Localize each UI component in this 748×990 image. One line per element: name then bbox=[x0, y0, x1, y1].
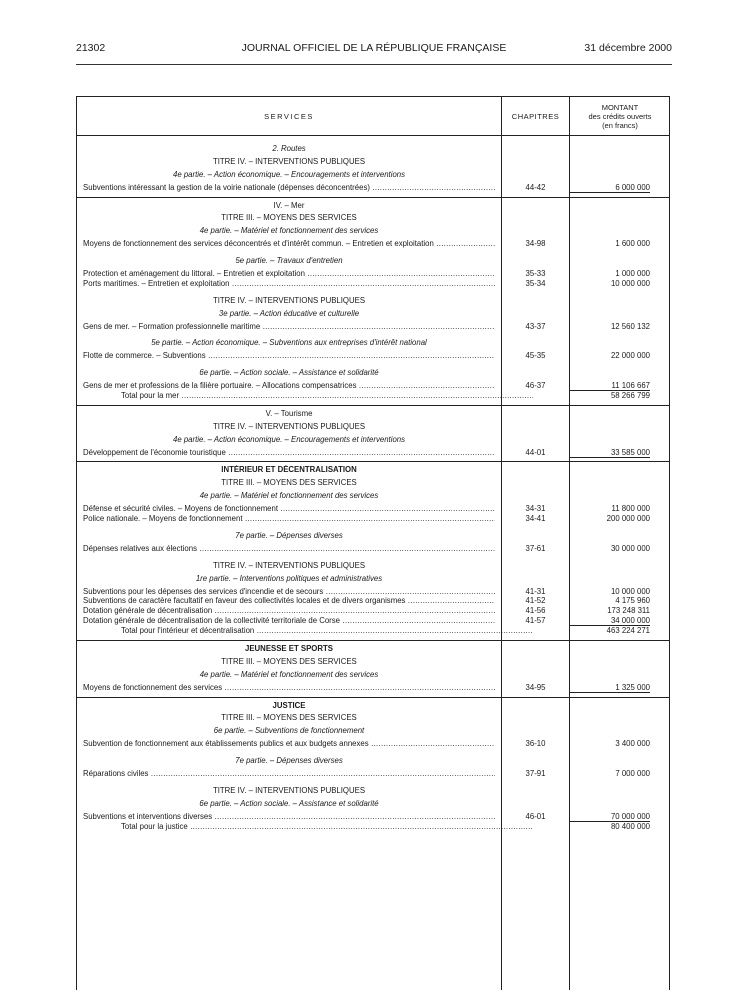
credit-amount: 4 175 960 bbox=[615, 596, 650, 606]
chapter-number: 43-37 bbox=[525, 321, 546, 331]
heading-text: TITRE III. – MOYENS DES SERVICES bbox=[221, 656, 357, 666]
row-spacer bbox=[77, 249, 669, 256]
service-label: Protection et aménagement du littoral. – Entretien et exploitation ..... bbox=[83, 269, 495, 278]
chapter-number: 37-91 bbox=[525, 768, 546, 778]
service-label: Moyens de fonctionnement des services ..... bbox=[83, 683, 495, 692]
service-label: Subventions de caractère facultatif en faveur des collectivités locales et de divers organismes ..... bbox=[83, 596, 495, 605]
service-label: Réparations civiles ..... bbox=[83, 769, 495, 778]
heading-text: INTÉRIEUR ET DÉCENTRALISATION bbox=[221, 465, 357, 475]
heading-text: TITRE IV. – INTERVENTIONS PUBLIQUES bbox=[212, 560, 366, 570]
table-row bbox=[77, 544, 669, 554]
row-spacer bbox=[77, 289, 669, 296]
chapter-number: 46-37 bbox=[525, 381, 546, 391]
service-label: Gens de mer et professions de la filière portuaire. – Allocations compensatrices ..... bbox=[83, 381, 495, 390]
total-label: Total pour l'intérieur et décentralisation ..... bbox=[121, 626, 533, 635]
credit-amount: 33 585 000 bbox=[570, 448, 650, 458]
section-heading bbox=[77, 657, 669, 667]
heading-text: 2. Routes bbox=[272, 144, 306, 153]
total-label: Total pour la mer ..... bbox=[121, 391, 533, 400]
section-heading bbox=[77, 561, 669, 571]
section-heading bbox=[77, 726, 669, 736]
montant-header-line-3: (en francs) bbox=[602, 120, 638, 130]
credit-amount: 22 000 000 bbox=[610, 351, 650, 361]
heading-text: TITRE IV. – INTERVENTIONS PUBLIQUES bbox=[212, 421, 366, 431]
section-divider bbox=[77, 401, 669, 409]
credit-amount: 30 000 000 bbox=[610, 543, 650, 553]
credit-amount: 1 600 000 bbox=[615, 239, 650, 249]
row-spacer bbox=[77, 331, 669, 338]
section-heading bbox=[77, 670, 669, 680]
credit-amount: 6 000 000 bbox=[570, 183, 650, 193]
table-row bbox=[77, 596, 669, 606]
table-row bbox=[77, 239, 669, 249]
heading-text: JUSTICE bbox=[272, 700, 306, 710]
section-heading bbox=[77, 756, 669, 766]
heading-text: 5e partie. – Travaux d'entretien bbox=[235, 256, 343, 266]
service-label: Moyens de fonctionnement des services déconcentrés et d'intérêt commun. – Entretien et exploitation ..... bbox=[83, 239, 495, 248]
table-header bbox=[77, 97, 669, 136]
credit-amount: 7 000 000 bbox=[615, 768, 650, 778]
chapter-number: 44-42 bbox=[525, 182, 546, 192]
section-heading bbox=[77, 531, 669, 541]
service-label: Flotte de commerce. – Subventions ..... bbox=[83, 351, 495, 360]
row-spacer bbox=[77, 554, 669, 561]
service-label: Ports maritimes. – Entretien et exploitation ..... bbox=[83, 279, 495, 288]
section-heading bbox=[77, 465, 669, 475]
total-amount: 80 400 000 bbox=[610, 821, 650, 831]
section-heading bbox=[77, 213, 669, 223]
table-row bbox=[77, 322, 669, 332]
chapter-number: 35-33 bbox=[525, 269, 546, 279]
section-heading bbox=[77, 309, 669, 319]
table-row bbox=[77, 606, 669, 616]
montant-header-line-1: MONTANT bbox=[601, 102, 639, 112]
service-label: Dotation générale de décentralisation ..... bbox=[83, 606, 495, 615]
credit-amount: 12 560 132 bbox=[610, 321, 650, 331]
service-label: Subventions pour les dépenses des services d'incendie et de secours ..... bbox=[83, 587, 495, 596]
credit-amount: 10 000 000 bbox=[610, 586, 650, 596]
total-label: Total pour la justice ..... bbox=[121, 822, 533, 831]
heading-text: TITRE III. – MOYENS DES SERVICES bbox=[221, 713, 357, 723]
section-heading bbox=[77, 226, 669, 236]
heading-text: TITRE IV. – INTERVENTIONS PUBLIQUES bbox=[212, 785, 366, 795]
service-label: Défense et sécurité civiles. – Moyens de fonctionnement ..... bbox=[83, 504, 495, 513]
credit-amount: 11 800 000 bbox=[611, 504, 650, 514]
section-heading bbox=[77, 799, 669, 809]
heading-text: 4e partie. – Action économique. – Encouragements et interventions bbox=[172, 434, 406, 444]
heading-text: TITRE III. – MOYENS DES SERVICES bbox=[221, 478, 357, 488]
row-spacer bbox=[77, 524, 669, 531]
credit-amount: 173 248 311 bbox=[607, 606, 650, 616]
credit-amount: 3 400 000 bbox=[615, 739, 650, 749]
heading-text: 4e partie. – Matériel et fonctionnement des services bbox=[199, 226, 379, 236]
heading-text: TITRE IV. – INTERVENTIONS PUBLIQUES bbox=[212, 156, 366, 166]
row-spacer bbox=[77, 779, 669, 786]
table-row bbox=[77, 279, 669, 289]
section-heading bbox=[77, 713, 669, 723]
chapter-number: 34-41 bbox=[525, 514, 546, 524]
chapter-number: 35-34 bbox=[525, 278, 546, 288]
section-heading bbox=[77, 574, 669, 584]
table-row bbox=[77, 812, 669, 822]
section-heading bbox=[77, 256, 669, 266]
heading-text: 5e partie. – Action économique. – Subventions aux entreprises d'intérêt national bbox=[151, 338, 427, 348]
chapter-number: 41-52 bbox=[525, 596, 546, 606]
credit-amount: 70 000 000 bbox=[570, 812, 650, 822]
service-label: Subvention de fonctionnement aux établissements publics et aux budgets annexes ..... bbox=[83, 739, 495, 748]
section-divider bbox=[77, 636, 669, 644]
section-heading bbox=[77, 786, 669, 796]
total-row bbox=[77, 626, 669, 636]
credit-amount: 10 000 000 bbox=[610, 278, 650, 288]
service-label: Subventions intéressant la gestion de la voirie nationale (dépenses déconcentrées) ..... bbox=[83, 183, 495, 192]
heading-text: 4e partie. – Action économique. – Encouragements et interventions bbox=[172, 169, 406, 179]
heading-text: 4e partie. – Matériel et fonctionnement des services bbox=[199, 491, 379, 501]
chapter-number: 41-56 bbox=[525, 606, 546, 616]
page-header bbox=[76, 42, 672, 58]
heading-text: 7e partie. – Dépenses diverses bbox=[235, 756, 343, 766]
table-row bbox=[77, 269, 669, 279]
total-row bbox=[77, 822, 669, 832]
publication-date: 31 décembre 2000 bbox=[584, 42, 672, 54]
row-spacer bbox=[77, 361, 669, 368]
section-heading bbox=[77, 422, 669, 432]
heading-text: V. – Tourisme bbox=[265, 408, 313, 418]
chapter-number: 45-35 bbox=[525, 351, 546, 361]
section-divider bbox=[77, 693, 669, 701]
table-row bbox=[77, 448, 669, 458]
table-row bbox=[77, 616, 669, 626]
table-row bbox=[77, 739, 669, 749]
credit-amount: 1 325 000 bbox=[570, 683, 650, 693]
service-label: Gens de mer. – Formation professionnelle maritime ..... bbox=[83, 322, 495, 331]
section-divider bbox=[77, 193, 669, 201]
table-row bbox=[77, 683, 669, 693]
chapter-number: 46-01 bbox=[525, 811, 546, 821]
services-column-header: SERVICES bbox=[264, 111, 314, 121]
service-label: Développement de l'économie touristique ..... bbox=[83, 448, 495, 457]
credit-amount: 200 000 000 bbox=[606, 514, 650, 524]
service-label: Dépenses relatives aux élections ..... bbox=[83, 544, 495, 553]
service-label: Dotation générale de décentralisation de la collectivité territoriale de Corse ..... bbox=[83, 616, 495, 625]
heading-text: 7e partie. – Dépenses diverses bbox=[235, 530, 343, 540]
chapter-number: 37-61 bbox=[525, 543, 546, 553]
heading-text: JEUNESSE ET SPORTS bbox=[245, 643, 333, 653]
service-label: Subventions et interventions diverses ..... bbox=[83, 812, 495, 821]
section-heading bbox=[77, 157, 669, 167]
heading-text: 3e partie. – Action éducative et culturelle bbox=[218, 308, 360, 318]
table-row bbox=[77, 514, 669, 524]
row-spacer bbox=[77, 749, 669, 756]
chapter-number: 36-10 bbox=[525, 739, 546, 749]
section-heading bbox=[77, 644, 669, 654]
table-body bbox=[77, 144, 669, 831]
chapter-number: 34-31 bbox=[525, 504, 546, 514]
section-heading bbox=[77, 170, 669, 180]
heading-text: 6e partie. – Subventions de fonctionnement bbox=[213, 726, 365, 736]
journal-title: JOURNAL OFFICIEL DE LA RÉPUBLIQUE FRANÇAISE bbox=[241, 42, 507, 54]
section-heading bbox=[77, 144, 669, 154]
total-amount: 58 266 799 bbox=[610, 391, 650, 401]
credit-amount: 34 000 000 bbox=[570, 616, 650, 626]
total-amount: 463 224 271 bbox=[606, 626, 650, 636]
table-row bbox=[77, 587, 669, 597]
heading-text: 1re partie. – Interventions politiques et administratives bbox=[195, 573, 383, 583]
section-divider bbox=[77, 457, 669, 465]
chapter-number: 34-98 bbox=[525, 239, 546, 249]
heading-text: TITRE III. – MOYENS DES SERVICES bbox=[221, 213, 357, 223]
service-label: Police nationale. – Moyens de fonctionnement ..... bbox=[83, 514, 495, 523]
heading-text: 6e partie. – Action sociale. – Assistance et solidarité bbox=[199, 798, 379, 808]
credits-table bbox=[76, 96, 670, 990]
credit-amount: 1 000 000 bbox=[615, 269, 650, 279]
chapter-number: 44-01 bbox=[525, 447, 546, 457]
table-row bbox=[77, 381, 669, 391]
table-row bbox=[77, 504, 669, 514]
chapter-number: 41-57 bbox=[525, 616, 546, 626]
section-heading bbox=[77, 296, 669, 306]
section-heading bbox=[77, 409, 669, 419]
heading-text: 6e partie. – Action sociale. – Assistance et solidarité bbox=[199, 368, 379, 378]
chapter-number: 34-95 bbox=[525, 682, 546, 692]
table-row bbox=[77, 769, 669, 779]
section-heading bbox=[77, 338, 669, 348]
section-heading bbox=[77, 491, 669, 501]
page-number: 21302 bbox=[76, 42, 106, 54]
total-row bbox=[77, 391, 669, 401]
montant-header-line-2: des crédits ouverts bbox=[588, 111, 652, 121]
section-heading bbox=[77, 435, 669, 445]
table-row bbox=[77, 351, 669, 361]
section-heading bbox=[77, 701, 669, 711]
heading-text: IV. – Mer bbox=[273, 200, 305, 210]
heading-text: 4e partie. – Matériel et fonctionnement des services bbox=[199, 669, 379, 679]
chapitres-column-header: CHAPITRES bbox=[511, 111, 560, 121]
heading-text: TITRE IV. – INTERVENTIONS PUBLIQUES bbox=[212, 295, 366, 305]
section-heading bbox=[77, 478, 669, 488]
header-rule bbox=[76, 64, 672, 65]
credit-amount: 11 106 667 bbox=[570, 381, 650, 391]
section-heading bbox=[77, 201, 669, 211]
section-heading bbox=[77, 368, 669, 378]
montant-column-header bbox=[570, 97, 670, 135]
chapter-number: 41-31 bbox=[525, 586, 546, 596]
table-row bbox=[77, 183, 669, 193]
